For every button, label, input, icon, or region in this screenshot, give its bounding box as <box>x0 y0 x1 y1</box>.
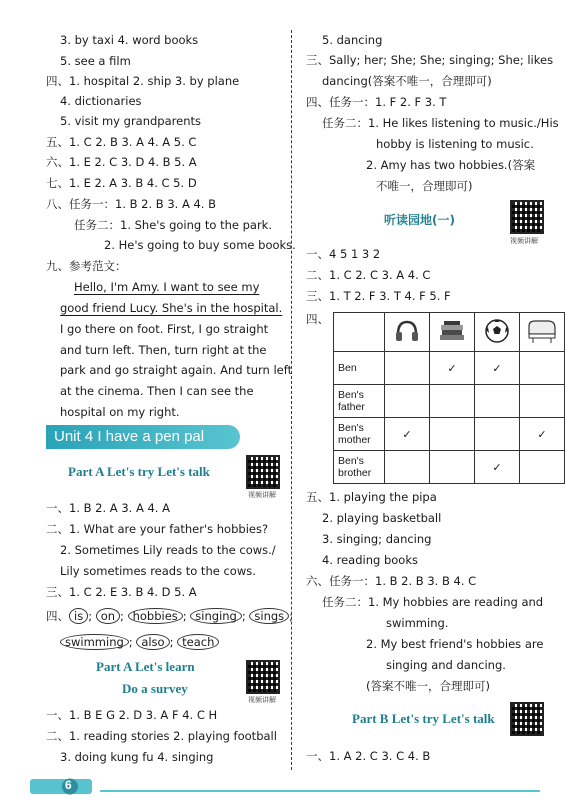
answer-line: 九、参考范文： <box>46 259 127 273</box>
answer-line: 任务二：1. My hobbies are reading and <box>322 595 544 609</box>
answer-line: 任务二：1. She's going to the park. <box>74 218 272 232</box>
table-cell <box>520 352 565 385</box>
answer-line: 3. doing kung fu 4. singing <box>60 750 214 764</box>
table-cell <box>385 385 430 418</box>
table-header-cell <box>475 313 520 352</box>
table-cell <box>430 418 475 451</box>
answer-line: 二、1. What are your father's hobbies? <box>46 522 269 536</box>
page-number-badge <box>30 776 100 796</box>
row-header: Ben's father <box>334 385 385 418</box>
table-cell <box>385 451 430 484</box>
part-title: Part A Let's learn <box>96 659 195 674</box>
answer-line: 2. My best friend's hobbies are <box>366 637 544 651</box>
circled-words-row: 四、 is ; on ; hobbies ; singing ; sings ; <box>46 609 294 623</box>
answer-line: 任务二：1. He likes listening to music./His <box>322 116 559 130</box>
circled-word: teach <box>177 634 219 650</box>
page-number: 6 <box>65 778 72 792</box>
answer-line: 七、1. E 2. A 3. B 4. C 5. D <box>46 176 197 190</box>
essay-line: park and go straight again. And turn left <box>60 363 293 377</box>
answer-line: 六、1. E 2. C 3. D 4. B 5. A <box>46 155 197 169</box>
answer-line: 四、任务一：1. F 2. F 3. T <box>306 95 447 109</box>
answer-line: 二、1. reading stories 2. playing football <box>46 729 277 743</box>
table-row <box>334 418 565 451</box>
circled-word: swimming <box>60 634 129 650</box>
check-mark: ✓ <box>475 352 520 385</box>
row-header: Ben <box>334 352 385 385</box>
check-mark: ✓ <box>385 418 430 451</box>
answer-line: 一、4 5 1 3 2 <box>306 247 381 261</box>
answer-line: 四、1. hospital 2. ship 3. by plane <box>46 74 240 88</box>
headphones-icon <box>393 317 421 345</box>
answer-line: 3. by taxi 4. word books <box>60 33 199 47</box>
answer-line: 一、1. B E G 2. D 3. A F 4. C H <box>46 708 218 722</box>
answer-line: 4. dictionaries <box>60 94 142 108</box>
qr-code-icon[interactable] <box>246 660 280 694</box>
footer-rule <box>100 790 540 792</box>
answer-line: hobby is listening to music. <box>376 137 534 151</box>
table-corner <box>334 313 385 352</box>
answer-line: 三、Sally; her; She; She; singing; She; likes <box>306 53 554 67</box>
circled-word: is <box>69 608 88 624</box>
unit-banner: Unit 4 I have a pen pal <box>46 425 240 449</box>
essay-line: at the cinema. Then I can see the <box>60 384 254 398</box>
table-cell <box>430 385 475 418</box>
column-divider <box>291 30 292 770</box>
check-mark: ✓ <box>475 451 520 484</box>
table-cell <box>430 451 475 484</box>
football-icon <box>483 317 511 345</box>
answer-line: (答案不唯一，合理即可) <box>366 679 490 693</box>
qr-code-icon[interactable] <box>510 200 544 234</box>
answer-line: 五、1. playing the pipa <box>306 490 437 504</box>
answer-line: 5. dancing <box>322 33 383 47</box>
row-header: Ben's mother <box>334 418 385 451</box>
circled-word: on <box>96 608 120 624</box>
answer-line: singing and dancing. <box>386 658 506 672</box>
table-header-cell <box>520 313 565 352</box>
answer-line: 3. singing; dancing <box>322 532 432 546</box>
table-row <box>334 451 565 484</box>
qr-caption: 视频讲解 <box>510 238 538 245</box>
qr-caption: 视频讲解 <box>248 697 276 704</box>
table-header-cell <box>385 313 430 352</box>
table-row <box>334 385 565 418</box>
answer-line: 5. visit my grandparents <box>60 114 201 128</box>
answer-line: 八、任务一：1. B 2. B 3. A 4. B <box>46 197 217 211</box>
essay-line: and turn left. Then, turn right at the <box>60 343 267 357</box>
question-label: 四、 <box>306 312 329 326</box>
row-header: Ben's brother <box>334 451 385 484</box>
qr-code-icon[interactable] <box>510 702 544 736</box>
answer-line: 2. Sometimes Lily reads to the cows./ <box>60 543 276 557</box>
part-title: Part A Let's try Let's talk <box>68 464 210 479</box>
table-row <box>334 352 565 385</box>
answer-line: 二、1. C 2. C 3. A 4. C <box>306 268 431 282</box>
answer-line: 2. playing basketball <box>322 511 442 525</box>
answer-line: 2. Amy has two hobbies.(答案 <box>366 158 536 172</box>
essay-line: Hello, I'm Amy. I want to see my <box>74 280 260 294</box>
table-cell <box>475 418 520 451</box>
essay-line: hospital on my right. <box>60 405 180 419</box>
circled-word: hobbies <box>128 608 183 624</box>
answer-line: 三、1. T 2. F 3. T 4. F 5. F <box>306 289 451 303</box>
essay-line: good friend Lucy. She's in the hospital. <box>60 301 283 315</box>
books-icon <box>437 317 467 345</box>
check-mark: ✓ <box>430 352 475 385</box>
circled-word: also <box>136 634 169 650</box>
piano-icon <box>526 318 558 344</box>
answer-line: 一、1. A 2. C 3. C 4. B <box>306 749 431 763</box>
answer-line: swimming. <box>386 616 449 630</box>
circled-words-row: swimming ; also ; teach <box>60 634 219 650</box>
question-label: 四、 <box>46 609 69 623</box>
circled-word: sings <box>249 608 289 624</box>
section-title: 听读园地(一) <box>384 213 455 227</box>
answer-line: 五、1. C 2. B 3. A 4. A 5. C <box>46 135 197 149</box>
table-cell <box>475 385 520 418</box>
check-mark: ✓ <box>520 418 565 451</box>
answer-line: 4. reading books <box>322 553 418 567</box>
answer-line: 六、任务一：1. B 2. B 3. B 4. C <box>306 574 477 588</box>
hobby-table <box>333 312 565 484</box>
table-cell <box>385 352 430 385</box>
answer-line: dancing(答案不唯一，合理即可) <box>322 74 492 88</box>
qr-caption: 视频讲解 <box>248 492 276 499</box>
section-title: Do a survey <box>122 681 188 696</box>
answer-line: 三、1. C 2. E 3. B 4. D 5. A <box>46 585 197 599</box>
answer-line: 2. He's going to buy some books. <box>104 238 296 252</box>
part-title: Part B Let's try Let's talk <box>352 711 495 726</box>
qr-code-icon[interactable] <box>246 455 280 489</box>
circled-word: singing <box>190 608 242 624</box>
table-header-cell <box>430 313 475 352</box>
answer-line: 不唯一，合理即可) <box>376 179 473 193</box>
answer-line: 一、1. B 2. A 3. A 4. A <box>46 501 170 515</box>
table-cell <box>520 451 565 484</box>
answer-line: Lily sometimes reads to the cows. <box>60 564 256 578</box>
essay-line: I go there on foot. First, I go straight <box>60 322 269 336</box>
answer-line: 5. see a film <box>60 54 131 68</box>
table-cell <box>520 385 565 418</box>
